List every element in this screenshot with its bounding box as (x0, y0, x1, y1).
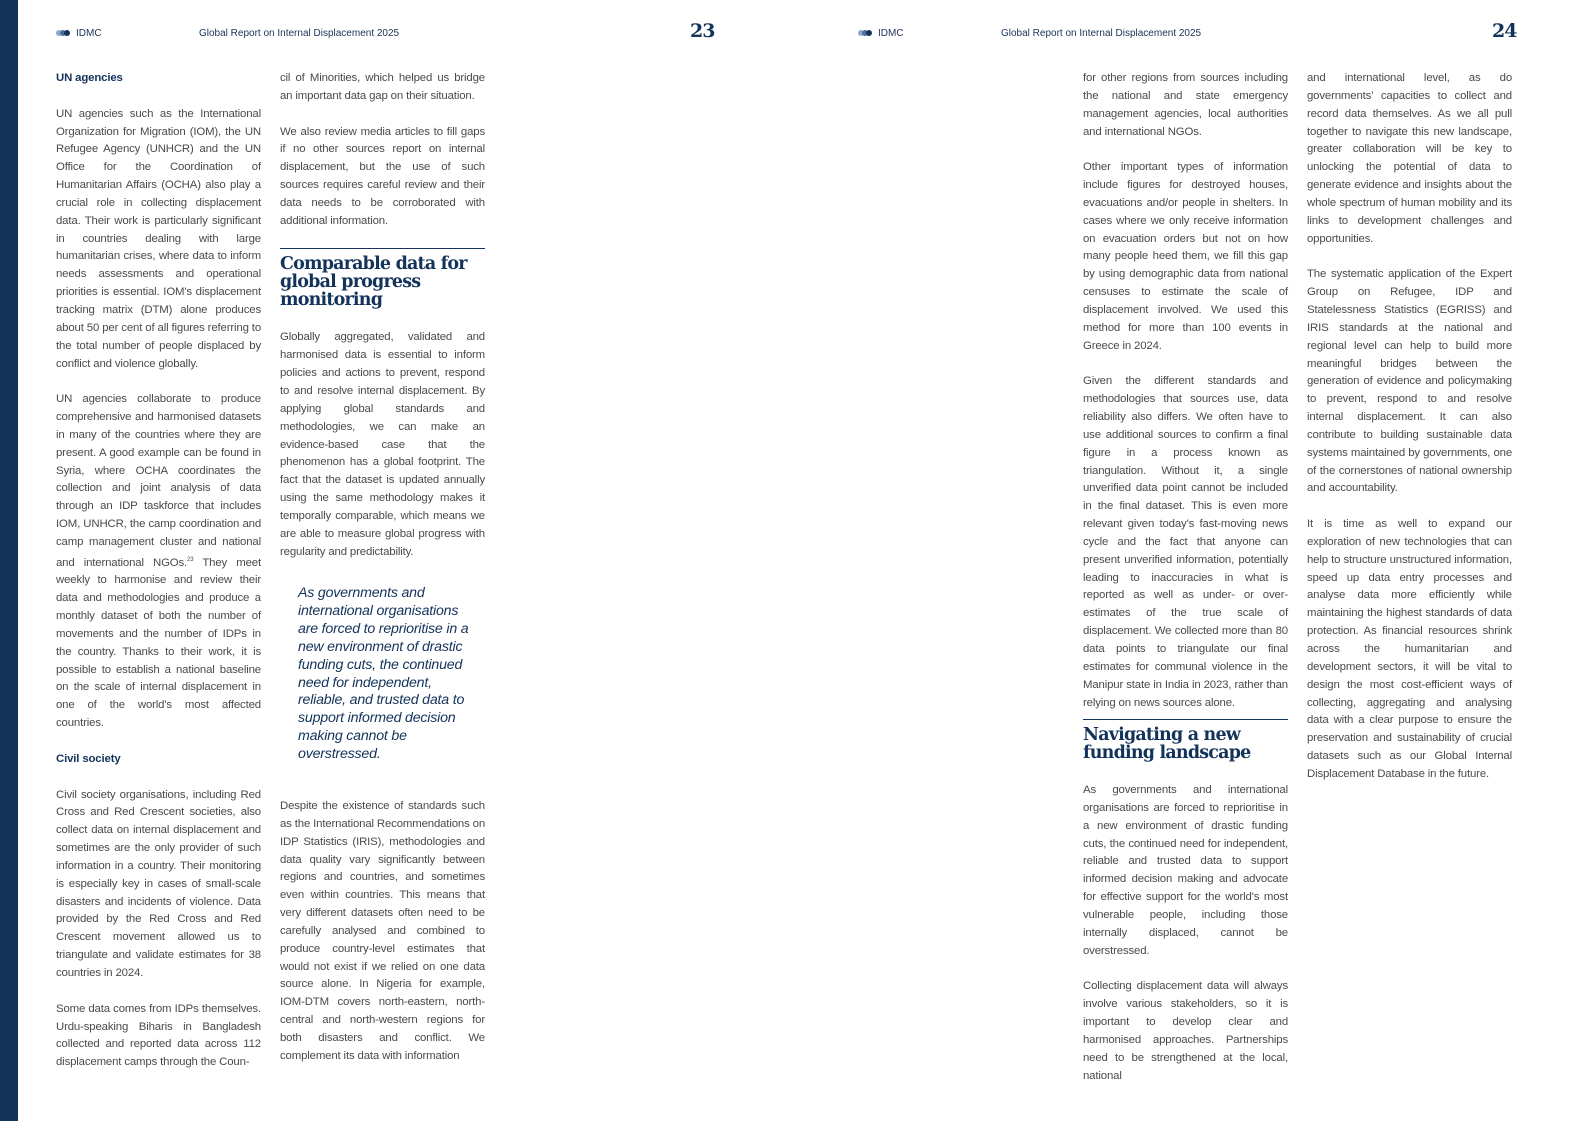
column-3 (1083, 70, 1288, 730)
paragraph (56, 391, 261, 733)
paragraph: The systematic application of the Expert Group on Refugee, IDP and Statelessness Statistics (EGRISS) and IRIS standards at the national and regional level can help to build more meaningful bridges between the generation of evidence and policymaking to prevent, respond to and resolve internal displacement. It can also contribute to building sustainable data systems maintained by governments, one of the cornerstones of national ownership and accountability. (1307, 268, 1512, 495)
section-heading-funding-landscape: Navigating a new funding landscape (1083, 719, 1288, 762)
paragraph: Globally aggregated, validated and harmonised data is essential to inform policies and actions to prevent, respond to and resolve internal displacement. By applying global standards and methodologies, we can make an evidence-based case that the phenomenon has a global footprint. The fact that the dataset is updated annually using the same methodology makes it temporally comparable, which means we are able to measure global progress with regularity and predictability. (280, 331, 485, 558)
paragraph: Other important types of information include figures for destroyed houses, evacuations and/or people in shelters. In cases where we only receive information on evacuation orders but not on how many people heed them, we fill this gap by using demographic data from national censuses to estimate the scale of displacement involved. We used this method for more than 100 events in Greece in 2024. (1083, 161, 1288, 352)
paragraph: It is time as well to expand our exploration of new technologies that can help to structure unstructured information, speed up data entry processes and analyse data more efficiently while maintaining the highest standards of data protection. As financial resources shrink across the humanitarian and development sectors, it will be vital to design the most cost-efficient ways of collecting, aggregating and analysing data with a clear purpose to ensure the preservation and sustainability of crucial datasets such as our Global Internal Displacement Database in the future. (1307, 518, 1512, 780)
idmc-logo-icon (56, 30, 70, 36)
header-org-right (858, 28, 904, 39)
column-2-lower (280, 798, 485, 1084)
paragraph: As governments and international organisations are forced to reprioritise in a new environment of drastic funding cuts, the continued need for independent, reliable and trusted data to support informed decision making and advocate for effective support for the world's most vulnerable people, including those internally displaced, cannot be overstressed. (1083, 784, 1288, 957)
column-4 (1307, 70, 1512, 802)
section-heading-comparable-data: Comparable data for global progress monitoring (280, 248, 485, 309)
paragraph: cil of Minorities, which helped us bridge an important data gap on their situation. (280, 72, 485, 102)
idmc-logo-icon (858, 30, 872, 36)
paragraph: Civil society organisations, including Red Cross and Red Crescent societies, also collect data on internal displacement and sometimes are the only provider of such information in a country. Their monitoring is especially key in cases of small-scale disasters and incidents of violence. Data provided by the Red Cross and Red Crescent movement allowed us to triangulate and validate estimates for 38 countries in 2024. (56, 788, 261, 979)
paragraph: Some data comes from IDPs themselves. Urdu-speaking Biharis in Bangladesh collected and reported data across 112 displacement camps through the Coun- (56, 1002, 261, 1069)
column-2 (280, 70, 485, 579)
org-name: IDMC (76, 28, 102, 39)
header-org-left (56, 28, 102, 39)
paragraph: Given the different standards and methodologies that sources use, data reliability also differs. We often have to use additional sources to confirm a final figure in a process known as triangulation. Without it, a single unverified data point cannot be included in the final dataset. This is even more relevant given today's fast-moving news cycle and the fact that anyone can present unverified information, potentially leading to inaccuracies in what is reported as well as under- or over-estimates of the true scale of displacement. We collected more than 80 data points to triangulate our final estimates for communal violence in the Manipur state in India in 2023, rather than relying on news sources alone. (1083, 375, 1288, 709)
subheading-un-agencies: UN agencies (56, 72, 123, 84)
footnote-ref: 23 (187, 556, 194, 563)
pull-quote: As governments and international organisations are forced to reprioritise in a new environment of drastic funding cuts, the continued need for independent, reliable, and trusted data to support informed decision making cannot be overstressed. (298, 585, 469, 763)
paragraph: Collecting displacement data will always involve various stakeholders, so it is important to develop clear and harmonised approaches. Partnerships need to be strengthened at the local, national (1083, 980, 1288, 1082)
paragraph: UN agencies such as the International Organization for Migration (IOM), the UN Refugee Agency (UNHCR) and the UN Office for the Coordination of Humanitarian Affairs (OCHA) also play a crucial role in collecting displacement data. Their work is particularly significant in countries dealing with large humanitarian crises, where data to inform needs assessments and operational priorities is essential. IOM's displacement tracking matrix (DTM) alone produces about 50 per cent of all figures referring to the total number of people displaced by conflict and violence globally. (56, 107, 261, 370)
header-title-right: Global Report on Internal Displacement 2025 (1001, 28, 1202, 39)
org-name: IDMC (878, 28, 904, 39)
paragraph-text: UN agencies collaborate to produce comprehensive and harmonised datasets in many of the countries where they are present. A good example can be found in Syria, where OCHA coordinates the collection and joint analysis of data through an IDP taskforce that includes IOM, UNHCR, the camp coordination and camp management cluster and national and international NGOs. (56, 393, 261, 569)
page-number-right: 24 (1492, 20, 1517, 42)
paragraph: We also review media articles to fill gaps if no other sources report on internal displacement, but the use of such sources requires careful review and their data needs to be corroborated with additional information. (280, 125, 485, 227)
column-3-lower (1083, 719, 1288, 1103)
paragraph: for other regions from sources including the national and state emergency management agencies, local authorities and international NGOs. (1083, 72, 1288, 138)
subheading-civil-society: Civil society (56, 752, 121, 765)
paragraph: Despite the existence of standards such as the International Recommendations on IDP Statistics (IRIS), methodologies and data quality vary significantly between regions and countries, and sometimes even within countries. This means that very different datasets often need to be carefully analysed and combined to produce country-level estimates that would not exist if we relied on one data source alone. In Nigeria for example, IOM-DTM covers north-eastern, north-central and north-western regions for both disasters and conflict. We complement its data with information (280, 800, 486, 1062)
page-edge-bar (0, 0, 18, 1121)
page-number-left: 23 (690, 20, 715, 42)
column-1 (56, 70, 261, 1090)
paragraph-text: They meet weekly to harmonise and review their data and methodologies and produce a monthly dataset of both the number of movements and the number of IDPs in the country. Thanks to their work, it is possible to establish a national baseline on the scale of internal displacement in one of the world's most affected countries. (56, 556, 261, 730)
header-title-left: Global Report on Internal Displacement 2025 (199, 28, 400, 39)
paragraph: and international level, as do governments' capacities to collect and record data themselves. As we all pull together to navigate this new landscape, greater collaboration will be key to unlocking the potential of data to generate evidence and insights about the whole spectrum of human mobility and its links to development challenges and opportunities. (1307, 72, 1512, 245)
